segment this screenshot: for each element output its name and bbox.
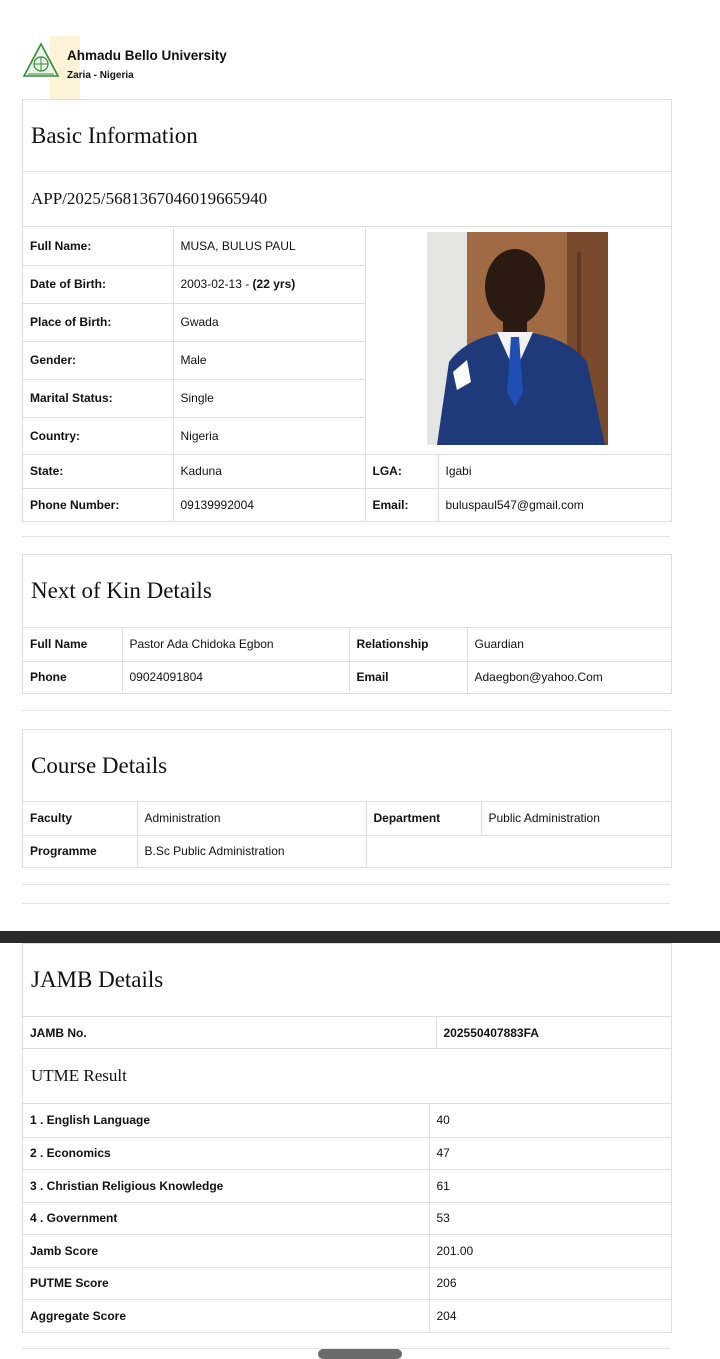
country-label: Country:: [23, 417, 173, 454]
lga-label: LGA:: [365, 454, 438, 488]
jamb-no-label: JAMB No.: [23, 1017, 436, 1048]
dob-label: Date of Birth:: [23, 265, 173, 303]
putme-score-label: PUTME Score: [23, 1267, 429, 1299]
state-label: State:: [23, 454, 173, 488]
basic-info-title: Basic Information: [23, 100, 671, 172]
jamb-score-value: 201.00: [429, 1234, 671, 1267]
section-divider: [22, 710, 670, 711]
kin-phone-label: Phone: [23, 661, 122, 693]
course-table: [23, 802, 671, 867]
screenshot-seam: [0, 931, 720, 943]
dob-date: 2003-02-13 -: [180, 277, 253, 291]
subject-score: 47: [429, 1137, 671, 1169]
country-value: Nigeria: [173, 417, 365, 454]
section-divider: [22, 903, 670, 904]
university-name: Ahmadu Bello University: [67, 48, 227, 63]
kin-name-label: Full Name: [23, 628, 122, 661]
utme-result-table: [23, 1104, 671, 1332]
kin-name-value: Pastor Ada Chidoka Egbon: [122, 628, 349, 661]
subject-score: 61: [429, 1169, 671, 1202]
jamb-no-value: 202550407883FA: [436, 1017, 671, 1048]
kin-table: [23, 628, 671, 693]
university-location: Zaria - Nigeria: [67, 70, 134, 81]
aggregate-score-value: 204: [429, 1299, 671, 1332]
full-name-value: MUSA, BULUS PAUL: [173, 227, 365, 265]
university-logo-icon: [22, 42, 60, 80]
pob-label: Place of Birth:: [23, 303, 173, 341]
putme-score-value: 206: [429, 1267, 671, 1299]
faculty-label: Faculty: [23, 802, 137, 835]
jamb-no-table: [23, 1017, 671, 1048]
faculty-value: Administration: [137, 802, 366, 835]
kin-email-value: Adaegbon@yahoo.Com: [467, 661, 671, 693]
dob-value: [173, 265, 365, 303]
department-label: Department: [366, 802, 481, 835]
subject-score: 53: [429, 1202, 671, 1234]
kin-relationship-value: Guardian: [467, 628, 671, 661]
course-details-card: [22, 729, 672, 868]
section-divider: [22, 884, 670, 885]
jamb-score-label: Jamb Score: [23, 1234, 429, 1267]
subject-label: 1 . English Language: [23, 1104, 429, 1137]
phone-value: 09139992004: [173, 488, 365, 521]
programme-value: B.Sc Public Administration: [137, 835, 366, 867]
kin-phone-value: 09024091804: [122, 661, 349, 693]
next-of-kin-card: [22, 554, 672, 694]
jamb-title: JAMB Details: [23, 944, 671, 1017]
section-divider: [22, 536, 670, 537]
subject-label: 3 . Christian Religious Knowledge: [23, 1169, 429, 1202]
age: (22 yrs): [252, 277, 296, 291]
programme-label: Programme: [23, 835, 137, 867]
marital-label: Marital Status:: [23, 379, 173, 417]
subject-label: 2 . Economics: [23, 1137, 429, 1169]
application-number: APP/2025/5681367046019665940: [23, 172, 671, 227]
department-value: Public Administration: [481, 802, 671, 835]
kin-title: Next of Kin Details: [23, 555, 671, 628]
full-name-label: Full Name:: [23, 227, 173, 265]
subject-score: 40: [429, 1104, 671, 1137]
jamb-details-card: [22, 943, 672, 1333]
utme-result-title: UTME Result: [23, 1048, 671, 1104]
email-label: Email:: [365, 488, 438, 521]
passport-photo: [427, 232, 608, 445]
kin-relationship-label: Relationship: [349, 628, 467, 661]
university-header: [22, 42, 422, 88]
aggregate-score-label: Aggregate Score: [23, 1299, 429, 1332]
kin-email-label: Email: [349, 661, 467, 693]
email-value: buluspaul547@gmail.com: [438, 488, 671, 521]
subject-label: 4 . Government: [23, 1202, 429, 1234]
course-title: Course Details: [23, 730, 671, 802]
marital-value: Single: [173, 379, 365, 417]
gender-label: Gender:: [23, 341, 173, 379]
state-value: Kaduna: [173, 454, 365, 488]
empty-cell: [366, 835, 671, 867]
pob-value: Gwada: [173, 303, 365, 341]
gender-value: Male: [173, 341, 365, 379]
phone-label: Phone Number:: [23, 488, 173, 521]
lga-value: Igabi: [438, 454, 671, 488]
scroll-handle[interactable]: [318, 1349, 402, 1359]
